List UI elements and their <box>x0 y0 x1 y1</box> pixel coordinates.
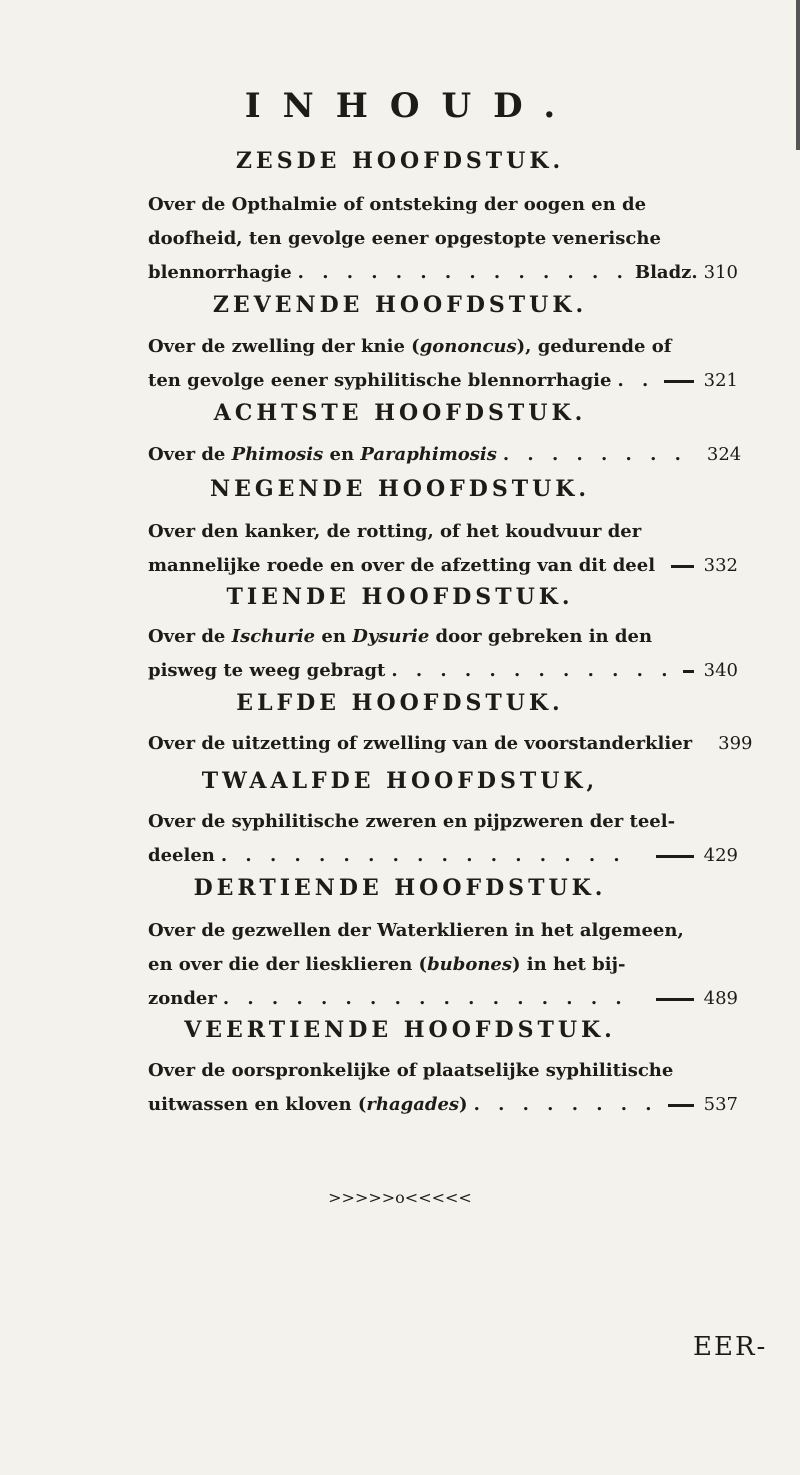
toc-entry <box>148 805 738 873</box>
chapter-heading: NEGENDE HOOFDSTUK. <box>209 476 591 502</box>
entry-text: blennorrhagie <box>148 262 292 283</box>
dash-rule <box>668 1104 694 1107</box>
entry-text: ), gedurende of <box>516 336 672 357</box>
entry-line: Over de gezwellen der Waterklieren in het algemeen, <box>148 920 684 941</box>
entry-text: ) in het bij- <box>512 954 626 975</box>
chapter-heading: ACHTSTE HOOFDSTUK. <box>213 400 587 426</box>
page-number: 324 <box>706 444 742 465</box>
entry-text: Over de <box>148 626 232 647</box>
toc-entry <box>148 515 738 583</box>
page-number: 489 <box>703 988 738 1009</box>
toc-entry <box>148 1054 738 1122</box>
chapter-heading: VEERTIENDE HOOFDSTUK. <box>184 1017 616 1043</box>
entry-text: ) <box>459 1094 468 1115</box>
entry-text: Over de zwelling der knie ( <box>148 336 420 357</box>
dot-leader: . . . . . . . . . . . . . . <box>297 262 629 283</box>
entry-text: zonder <box>148 988 217 1009</box>
dot-leader: . . . . . . . . <box>502 444 687 465</box>
entry-last-line <box>148 549 738 583</box>
entry-line: doofheid, ten gevolge eener opgestopte venerische <box>148 228 661 249</box>
chapter-heading: ZEVENDE HOOFDSTUK. <box>212 292 588 318</box>
ornament-divider: >>>>>o<<<<< <box>328 1188 472 1207</box>
dot-leader: . . . . . . . . <box>473 1094 658 1115</box>
entry-last-line <box>148 839 738 873</box>
entry-text: uitwassen en kloven ( <box>148 1094 367 1115</box>
entry-last-line <box>148 982 738 1016</box>
entry-italic: Paraphimosis <box>360 444 497 465</box>
page-number: 310 <box>703 262 739 283</box>
entry-line <box>148 330 738 364</box>
entry-last-line <box>148 654 738 688</box>
page-number: 537 <box>703 1094 738 1115</box>
toc-entry <box>148 727 753 761</box>
toc-entry <box>148 330 738 398</box>
entry-italic: Phimosis <box>231 444 324 465</box>
toc-entry <box>148 620 738 688</box>
chapter-heading: DERTIENDE HOOFDSTUK. <box>193 875 607 901</box>
page-number: 399 <box>718 733 753 754</box>
entry-text: en <box>315 626 353 647</box>
chapter-heading: ZESDE HOOFDSTUK. <box>235 148 565 174</box>
entry-text <box>148 438 497 472</box>
entry-italic: Ischurie <box>231 626 316 647</box>
entry-line: Over de oorspronkelijke of plaatselijke syphilitische <box>148 1060 674 1081</box>
entry-text: en <box>323 444 361 465</box>
entry-last-line <box>148 438 742 472</box>
dot-leader: . . . . . . . . . . . . . . . . . <box>220 845 626 866</box>
entry-text <box>148 1088 468 1122</box>
page-number: 429 <box>703 845 738 866</box>
entry-line: Over de syphilitische zweren en pijpzweren der teel- <box>148 811 676 832</box>
entry-text: Over de uitzetting of zwelling van de voorstanderklier <box>148 733 693 754</box>
entry-last-line <box>148 727 753 761</box>
page-number: 340 <box>703 660 738 681</box>
entry-text: pisweg te weeg gebragt <box>148 660 386 681</box>
entry-italic: Dysurie <box>352 626 430 647</box>
entry-text: Over de <box>148 444 232 465</box>
dot-leader: . . . . . . . . . . . . <box>391 660 674 681</box>
entry-line: Over den kanker, de rotting, of het koudvuur der <box>148 521 642 542</box>
entry-text: door gebreken in den <box>429 626 653 647</box>
dash-rule <box>656 855 694 858</box>
dash-rule <box>656 998 694 1001</box>
bladz-label: Bladz. <box>634 262 698 283</box>
page-number: 332 <box>703 555 738 576</box>
entry-last-line <box>148 1088 738 1122</box>
page-number: 321 <box>703 370 738 391</box>
chapter-heading: TWAALFDE HOOFDSTUK, <box>201 768 599 794</box>
entry-text: mannelijke roede en over de afzetting van dit deel <box>148 555 656 576</box>
entry-text: en over die der liesklieren ( <box>148 954 428 975</box>
entry-last-line <box>148 364 738 398</box>
catchword: EER- <box>693 1332 768 1362</box>
dot-leader: . . . . . . . . . . . . . . . . . <box>222 988 628 1009</box>
entry-italic: bubones <box>427 954 513 975</box>
entry-line <box>148 620 738 654</box>
page-edge <box>796 0 800 150</box>
page-title: INHOUD. <box>244 86 578 126</box>
entry-italic: gononcus <box>419 336 517 357</box>
entry-text: deelen <box>148 845 215 866</box>
entry-line <box>148 948 738 982</box>
dot-leader: . . <box>617 370 655 391</box>
dash-rule <box>664 380 693 383</box>
toc-entry <box>148 188 738 290</box>
chapter-heading: TIENDE HOOFDSTUK. <box>226 584 574 610</box>
entry-italic: rhagades <box>366 1094 460 1115</box>
entry-last-line <box>148 256 738 290</box>
toc-entry <box>148 914 738 1016</box>
dash-rule <box>683 670 693 673</box>
chapter-heading: ELFDE HOOFDSTUK. <box>236 690 564 716</box>
dash-rule <box>671 565 694 568</box>
toc-entry <box>148 438 742 472</box>
entry-line: Over de Opthalmie of ontsteking der oogen en de <box>148 194 647 215</box>
entry-text: ten gevolge eener syphilitische blennorrhagie <box>148 370 612 391</box>
